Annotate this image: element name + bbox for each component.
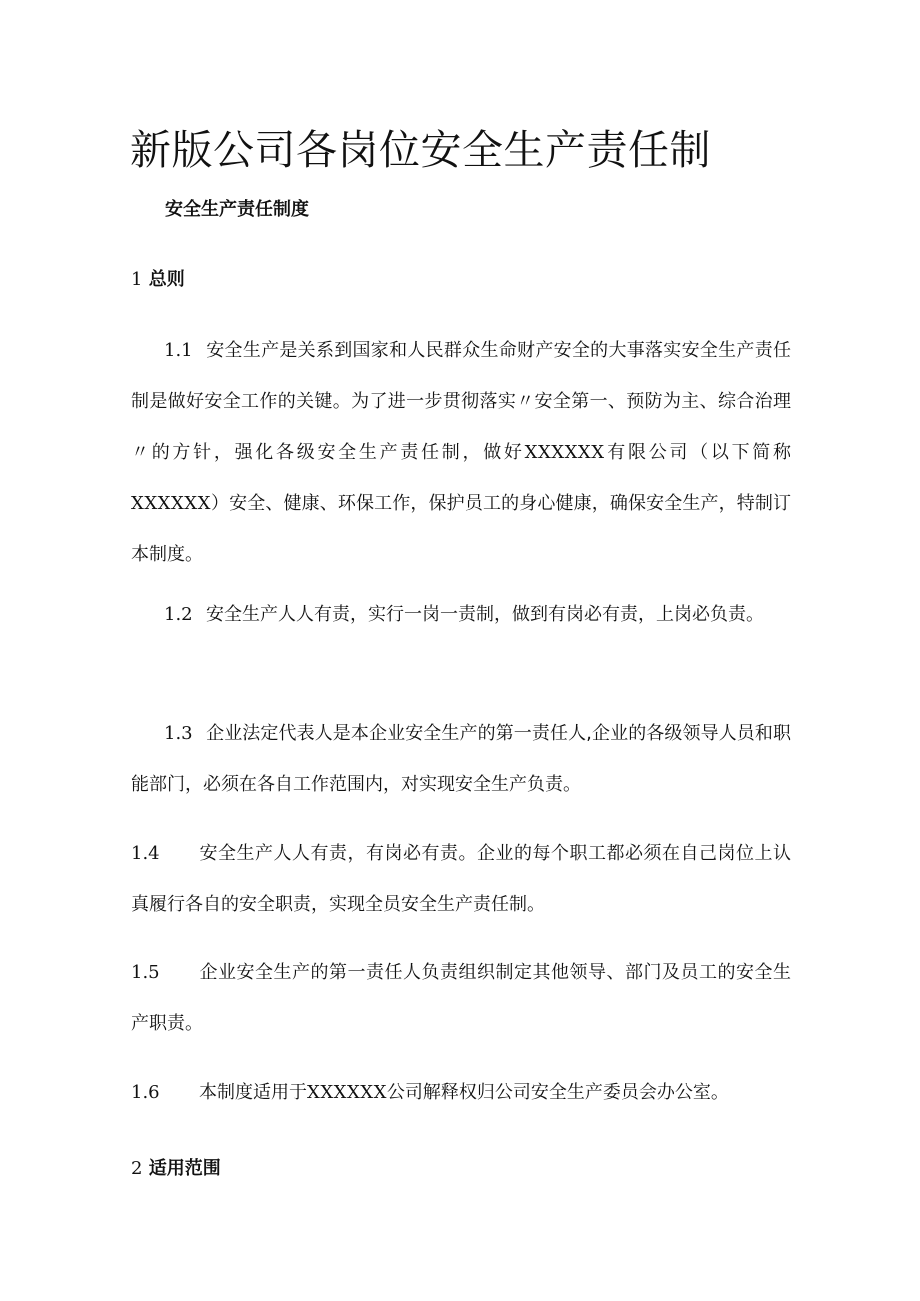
paragraph-1-6 xyxy=(131,1067,791,1118)
paragraph-text: 企业安全生产的第一责任人负责组织制定其他领导、部门及员工的安全生产职责。 xyxy=(131,962,791,1034)
paragraph-1-2 xyxy=(131,589,791,640)
company-name-placeholder: XXXXXX xyxy=(131,493,211,514)
paragraph-text: 有限公司（以下简称 xyxy=(604,442,792,463)
company-name-placeholder: XXXXXX xyxy=(307,1082,387,1103)
section-heading-label: 总则 xyxy=(148,269,185,290)
paragraph-text: 安全生产是关系到国家和人民群众生命财产安全的大事落实安全生产责任制是做好安全工作的关键。为了进一步贯彻落实〃安全第一、预防为主、综合治理〃的方针，强化各级安全生产责任制，做好 xyxy=(131,340,791,463)
section-number: 1 xyxy=(131,269,143,290)
paragraph-1-1 xyxy=(131,325,791,580)
company-name-placeholder: XXXXXX xyxy=(524,442,605,463)
paragraph-number: 1.2 xyxy=(164,604,193,625)
paragraph-1-4 xyxy=(131,828,791,930)
paragraph-number: 1.1 xyxy=(164,340,193,361)
paragraph-number: 1.4 xyxy=(131,843,160,864)
paragraph-text: 安全生产人人有责，有岗必有责。企业的每个职工都必须在自己岗位上认真履行各自的安全职责，实现全员安全生产责任制。 xyxy=(131,843,791,915)
paragraph-text: 安全生产人人有责，实行一岗一责制，做到有岗必有责，上岗必负责。 xyxy=(206,604,764,625)
section-heading-label: 适用范围 xyxy=(148,1158,221,1179)
document-subtitle: 安全生产责任制度 xyxy=(165,199,309,220)
paragraph-text: ）安全、健康、环保工作，保护员工的身心健康，确保安全生产，特制订本制度。 xyxy=(131,493,791,565)
paragraph-text: 公司解释权归公司安全生产委员会办公室。 xyxy=(386,1082,729,1103)
paragraph-1-5 xyxy=(131,947,791,1049)
paragraph-text: 本制度适用于 xyxy=(199,1082,307,1103)
paragraph-1-3 xyxy=(131,708,791,810)
paragraph-number: 1.6 xyxy=(131,1082,160,1103)
section-heading-scope xyxy=(131,1155,221,1183)
paragraph-text: 企业法定代表人是本企业安全生产的第一责任人,企业的各级领导人员和职能部门，必须在各自工作范围内，对实现安全生产负责。 xyxy=(131,723,791,795)
paragraph-number: 1.3 xyxy=(164,723,193,744)
section-number: 2 xyxy=(131,1158,143,1179)
section-heading-general xyxy=(131,266,185,294)
paragraph-number: 1.5 xyxy=(131,962,160,983)
document-title: 新版公司各岗位安全生产责任制 xyxy=(130,126,711,174)
